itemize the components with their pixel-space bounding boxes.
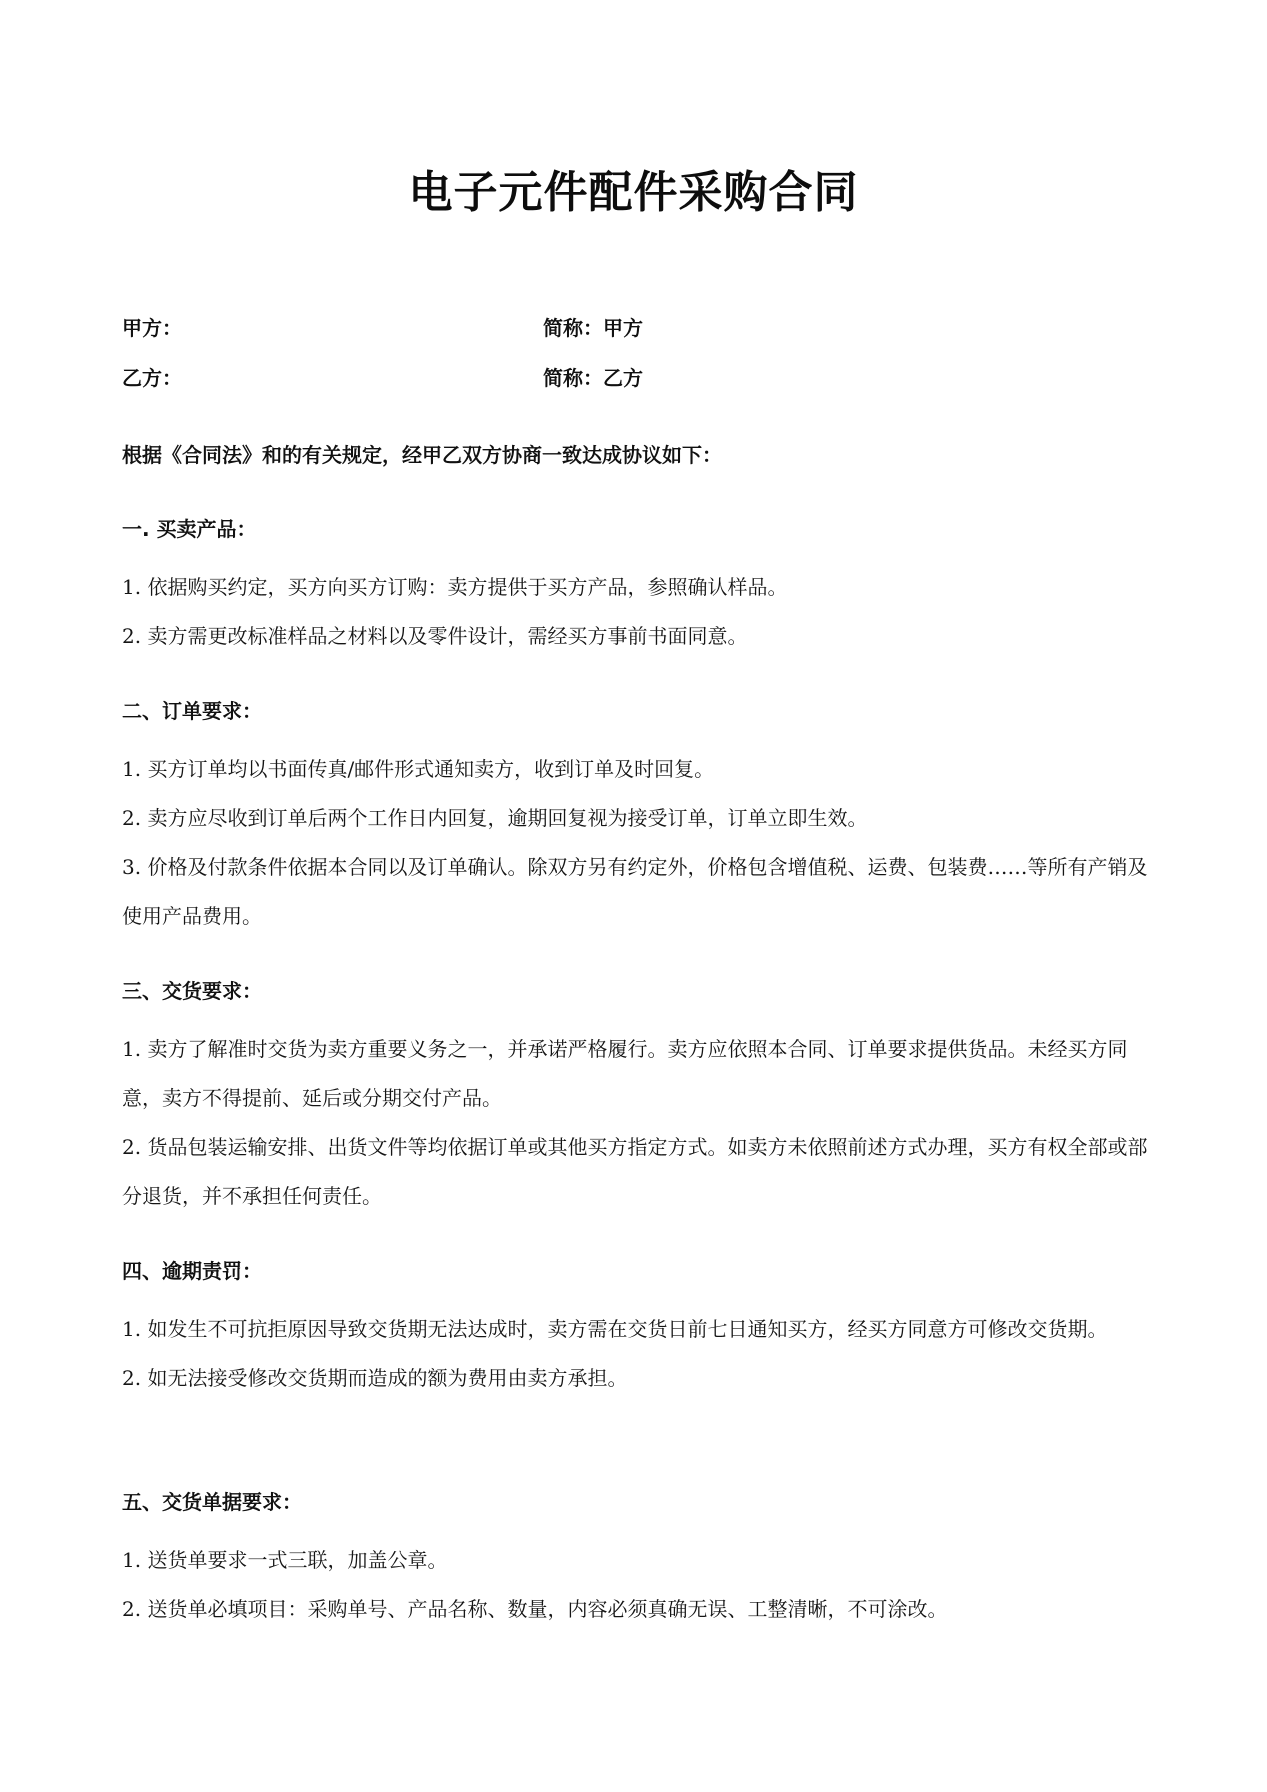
document-title: 电子元件配件采购合同: [408, 167, 859, 218]
party-a-short-name: 简称：甲方: [543, 316, 643, 340]
clause: 1. 依据购买约定，买方向买方订购：卖方提供于买方产品，参照确认样品。: [122, 575, 788, 599]
section-heading: 一. 买卖产品：: [122, 517, 257, 541]
clause: 1. 送货单要求一式三联，加盖公章。: [122, 1548, 448, 1572]
contract-intro: 根据《合同法》和的有关规定，经甲乙双方协商一致达成协议如下：: [122, 443, 722, 467]
section-heading: 五、交货单据要求：: [122, 1490, 302, 1514]
clause: 2. 卖方应尽收到订单后两个工作日内回复，逾期回复视为接受订单，订单立即生效。: [122, 806, 868, 830]
clause: 1. 买方订单均以书面传真/邮件形式通知卖方，收到订单及时回复。: [122, 757, 715, 781]
clause: 2. 送货单必填项目：采购单号、产品名称、数量，内容必须真确无误、工整清晰，不可涂改。: [122, 1597, 948, 1621]
clause: 2. 如无法接受修改交货期而造成的额为费用由卖方承担。: [122, 1366, 628, 1390]
section-delivery: [122, 976, 1152, 1221]
clause: 1. 如发生不可抗拒原因导致交货期无法达成时，卖方需在交货日前七日通知买方，经买方同意方可修改交货期。: [122, 1317, 1108, 1341]
section-late-penalty: [122, 1256, 1152, 1403]
section-orders: [122, 696, 1152, 941]
party-b-short-name: 简称：乙方: [543, 366, 643, 390]
section-delivery-documents: [122, 1487, 1152, 1634]
clause: 2. 货品包装运输安排、出货文件等均依据订单或其他买方指定方式。如卖方未依照前述方式办理，买方有权全部或部分退货，并不承担任何责任。: [122, 1135, 1148, 1208]
section-heading: 四、逾期责罚：: [122, 1259, 262, 1283]
clause: 3. 价格及付款条件依据本合同以及订单确认。除双方另有约定外，价格包含增值税、运费、包装费……等所有产销及使用产品费用。: [122, 855, 1148, 928]
section-heading: 三、交货要求：: [122, 979, 262, 1003]
section-products: [122, 514, 1152, 661]
clause: 2. 卖方需更改标准样品之材料以及零件设计，需经买方事前书面同意。: [122, 624, 748, 648]
party-a-label: 甲方：: [122, 316, 182, 340]
clause: 1. 卖方了解准时交货为卖方重要义务之一，并承诺严格履行。卖方应依照本合同、订单要求提供货品。未经买方同意，卖方不得提前、延后或分期交付产品。: [122, 1037, 1128, 1110]
party-b-label: 乙方：: [122, 366, 182, 390]
section-heading: 二、订单要求：: [122, 699, 262, 723]
